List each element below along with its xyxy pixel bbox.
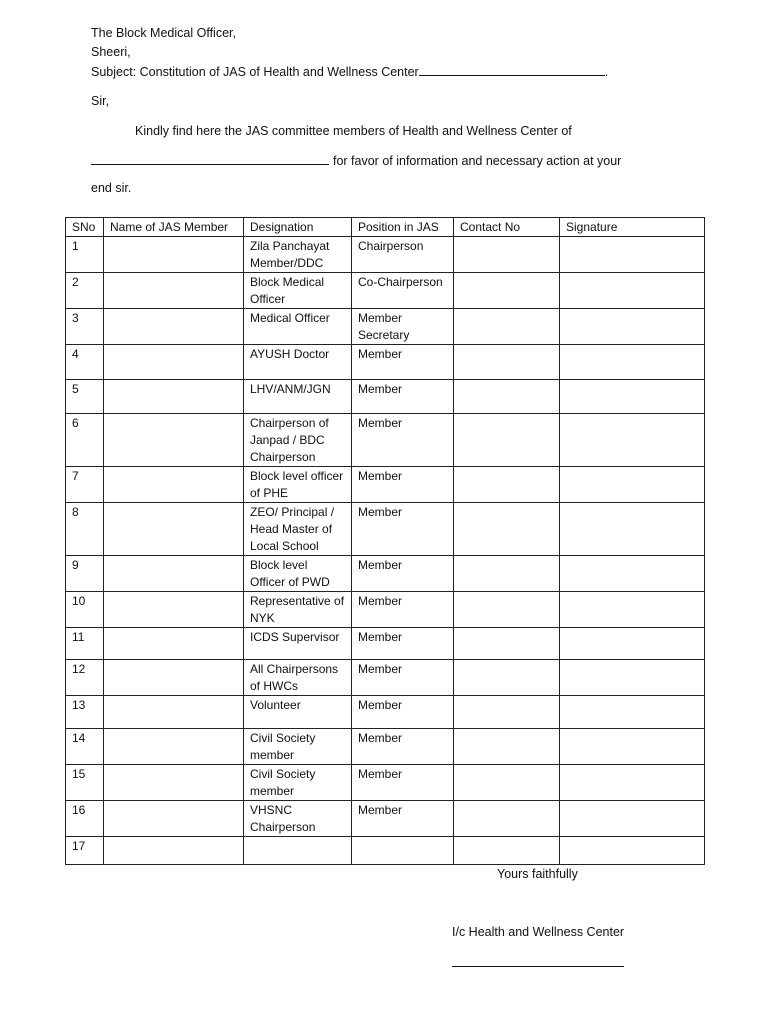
position-cell: Member xyxy=(352,628,454,660)
designation-cell: Medical Officer xyxy=(244,309,352,345)
member-name-cell[interactable] xyxy=(104,414,244,467)
sno-cell: 5 xyxy=(66,380,104,414)
subject-line xyxy=(91,64,608,79)
salutation: Sir, xyxy=(91,94,110,108)
table-row xyxy=(66,503,705,556)
designation-cell: ZEO/ Principal / Head Master of Local School xyxy=(244,503,352,556)
subject-text: Subject: Constitution of JAS of Health and Wellness Center xyxy=(91,65,419,79)
position-cell: Member xyxy=(352,414,454,467)
contact-cell[interactable] xyxy=(454,380,560,414)
signature-cell[interactable] xyxy=(560,380,705,414)
table-row xyxy=(66,660,705,696)
member-name-cell[interactable] xyxy=(104,696,244,729)
designation-cell xyxy=(244,837,352,865)
signature-cell[interactable] xyxy=(560,414,705,467)
designation-cell: Block level Officer of PWD xyxy=(244,556,352,592)
contact-cell[interactable] xyxy=(454,628,560,660)
contact-cell[interactable] xyxy=(454,592,560,628)
designation-cell: Chairperson of Janpad / BDC Chairperson xyxy=(244,414,352,467)
contact-cell[interactable] xyxy=(454,345,560,380)
contact-cell[interactable] xyxy=(454,801,560,837)
table-header-row xyxy=(66,218,705,237)
signature-cell[interactable] xyxy=(560,628,705,660)
member-name-cell[interactable] xyxy=(104,628,244,660)
body-line-2 xyxy=(91,153,621,168)
position-cell: Chairperson xyxy=(352,237,454,273)
member-name-cell[interactable] xyxy=(104,801,244,837)
table-row xyxy=(66,837,705,865)
position-cell: Member xyxy=(352,503,454,556)
member-name-cell[interactable] xyxy=(104,380,244,414)
table-row xyxy=(66,729,705,765)
position-cell: Member xyxy=(352,556,454,592)
sno-cell: 13 xyxy=(66,696,104,729)
position-cell: Member xyxy=(352,696,454,729)
contact-cell[interactable] xyxy=(454,237,560,273)
table-row xyxy=(66,628,705,660)
sno-cell: 7 xyxy=(66,467,104,503)
member-name-cell[interactable] xyxy=(104,660,244,696)
table-row xyxy=(66,273,705,309)
signature-cell[interactable] xyxy=(560,592,705,628)
table-row xyxy=(66,237,705,273)
sno-cell: 2 xyxy=(66,273,104,309)
sno-cell: 3 xyxy=(66,309,104,345)
jas-members-table xyxy=(65,217,705,865)
signature-cell[interactable] xyxy=(560,467,705,503)
valediction: Yours faithfully xyxy=(497,867,578,881)
signature-cell[interactable] xyxy=(560,765,705,801)
signature-cell[interactable] xyxy=(560,837,705,865)
member-name-cell[interactable] xyxy=(104,556,244,592)
position-cell xyxy=(352,837,454,865)
table-row xyxy=(66,309,705,345)
member-name-cell[interactable] xyxy=(104,765,244,801)
addressee: The Block Medical Officer, xyxy=(91,26,236,40)
designation-cell: LHV/ANM/JGN xyxy=(244,380,352,414)
designation-cell: Civil Society member xyxy=(244,765,352,801)
signature-cell[interactable] xyxy=(560,556,705,592)
sno-cell: 6 xyxy=(66,414,104,467)
contact-cell[interactable] xyxy=(454,729,560,765)
header-sno: SNo xyxy=(66,218,104,237)
designation-cell: VHSNC Chairperson xyxy=(244,801,352,837)
sno-cell: 14 xyxy=(66,729,104,765)
signature-line[interactable] xyxy=(452,966,624,967)
position-cell: Member xyxy=(352,660,454,696)
header-signature: Signature xyxy=(560,218,705,237)
position-cell: Member Secretary xyxy=(352,309,454,345)
table-row xyxy=(66,345,705,380)
designation-cell: Representative of NYK xyxy=(244,592,352,628)
contact-cell[interactable] xyxy=(454,837,560,865)
signature-cell[interactable] xyxy=(560,273,705,309)
position-cell: Co-Chairperson xyxy=(352,273,454,309)
designation-cell: All Chairpersons of HWCs xyxy=(244,660,352,696)
position-cell: Member xyxy=(352,592,454,628)
member-name-cell[interactable] xyxy=(104,837,244,865)
sno-cell: 12 xyxy=(66,660,104,696)
designation-cell: Block level officer of PHE xyxy=(244,467,352,503)
member-name-cell[interactable] xyxy=(104,729,244,765)
position-cell: Member xyxy=(352,467,454,503)
header-name: Name of JAS Member xyxy=(104,218,244,237)
body-line-2-text: for favor of information and necessary action at your xyxy=(333,154,622,168)
signature-cell[interactable] xyxy=(560,660,705,696)
subject-end: . xyxy=(604,65,609,79)
addressee-location: Sheeri, xyxy=(91,45,131,59)
designation-cell: Zila Panchayat Member/DDC xyxy=(244,237,352,273)
table-row xyxy=(66,380,705,414)
member-name-cell[interactable] xyxy=(104,503,244,556)
member-name-cell[interactable] xyxy=(104,592,244,628)
signature-cell[interactable] xyxy=(560,801,705,837)
signature-cell[interactable] xyxy=(560,503,705,556)
signature-cell[interactable] xyxy=(560,309,705,345)
table-row xyxy=(66,467,705,503)
signature-cell[interactable] xyxy=(560,345,705,380)
sno-cell: 1 xyxy=(66,237,104,273)
designation-cell: Volunteer xyxy=(244,696,352,729)
designation-cell: Block Medical Officer xyxy=(244,273,352,309)
contact-cell[interactable] xyxy=(454,503,560,556)
table-row xyxy=(66,592,705,628)
contact-cell[interactable] xyxy=(454,556,560,592)
position-cell: Member xyxy=(352,345,454,380)
table-row xyxy=(66,414,705,467)
contact-cell[interactable] xyxy=(454,273,560,309)
header-designation: Designation xyxy=(244,218,352,237)
body-line-3: end sir. xyxy=(91,181,132,195)
sno-cell: 8 xyxy=(66,503,104,556)
header-contact: Contact No xyxy=(454,218,560,237)
designation-cell: ICDS Supervisor xyxy=(244,628,352,660)
contact-cell[interactable] xyxy=(454,765,560,801)
table-row xyxy=(66,801,705,837)
position-cell: Member xyxy=(352,729,454,765)
subject-blank[interactable] xyxy=(419,64,605,76)
position-cell: Member xyxy=(352,380,454,414)
table-row xyxy=(66,765,705,801)
contact-cell[interactable] xyxy=(454,414,560,467)
sno-cell: 4 xyxy=(66,345,104,380)
table-row xyxy=(66,556,705,592)
position-cell: Member xyxy=(352,801,454,837)
table-row xyxy=(66,696,705,729)
member-name-cell[interactable] xyxy=(104,273,244,309)
designation-cell: AYUSH Doctor xyxy=(244,345,352,380)
body-line-1: Kindly find here the JAS committee members of Health and Wellness Center of xyxy=(135,124,572,138)
contact-cell[interactable] xyxy=(454,696,560,729)
member-name-cell[interactable] xyxy=(104,345,244,380)
designation-cell: Civil Society member xyxy=(244,729,352,765)
header-position: Position in JAS xyxy=(352,218,454,237)
sno-cell: 16 xyxy=(66,801,104,837)
signature-cell[interactable] xyxy=(560,696,705,729)
signature-cell[interactable] xyxy=(560,237,705,273)
signatory: I/c Health and Wellness Center xyxy=(452,925,625,939)
contact-cell[interactable] xyxy=(454,309,560,345)
contact-cell[interactable] xyxy=(454,660,560,696)
position-cell: Member xyxy=(352,765,454,801)
member-name-cell[interactable] xyxy=(104,309,244,345)
member-name-cell[interactable] xyxy=(104,467,244,503)
sno-cell: 11 xyxy=(66,628,104,660)
sno-cell: 17 xyxy=(66,837,104,865)
center-name-blank[interactable] xyxy=(91,153,329,165)
signature-cell[interactable] xyxy=(560,729,705,765)
sno-cell: 15 xyxy=(66,765,104,801)
sno-cell: 10 xyxy=(66,592,104,628)
sno-cell: 9 xyxy=(66,556,104,592)
contact-cell[interactable] xyxy=(454,467,560,503)
member-name-cell[interactable] xyxy=(104,237,244,273)
